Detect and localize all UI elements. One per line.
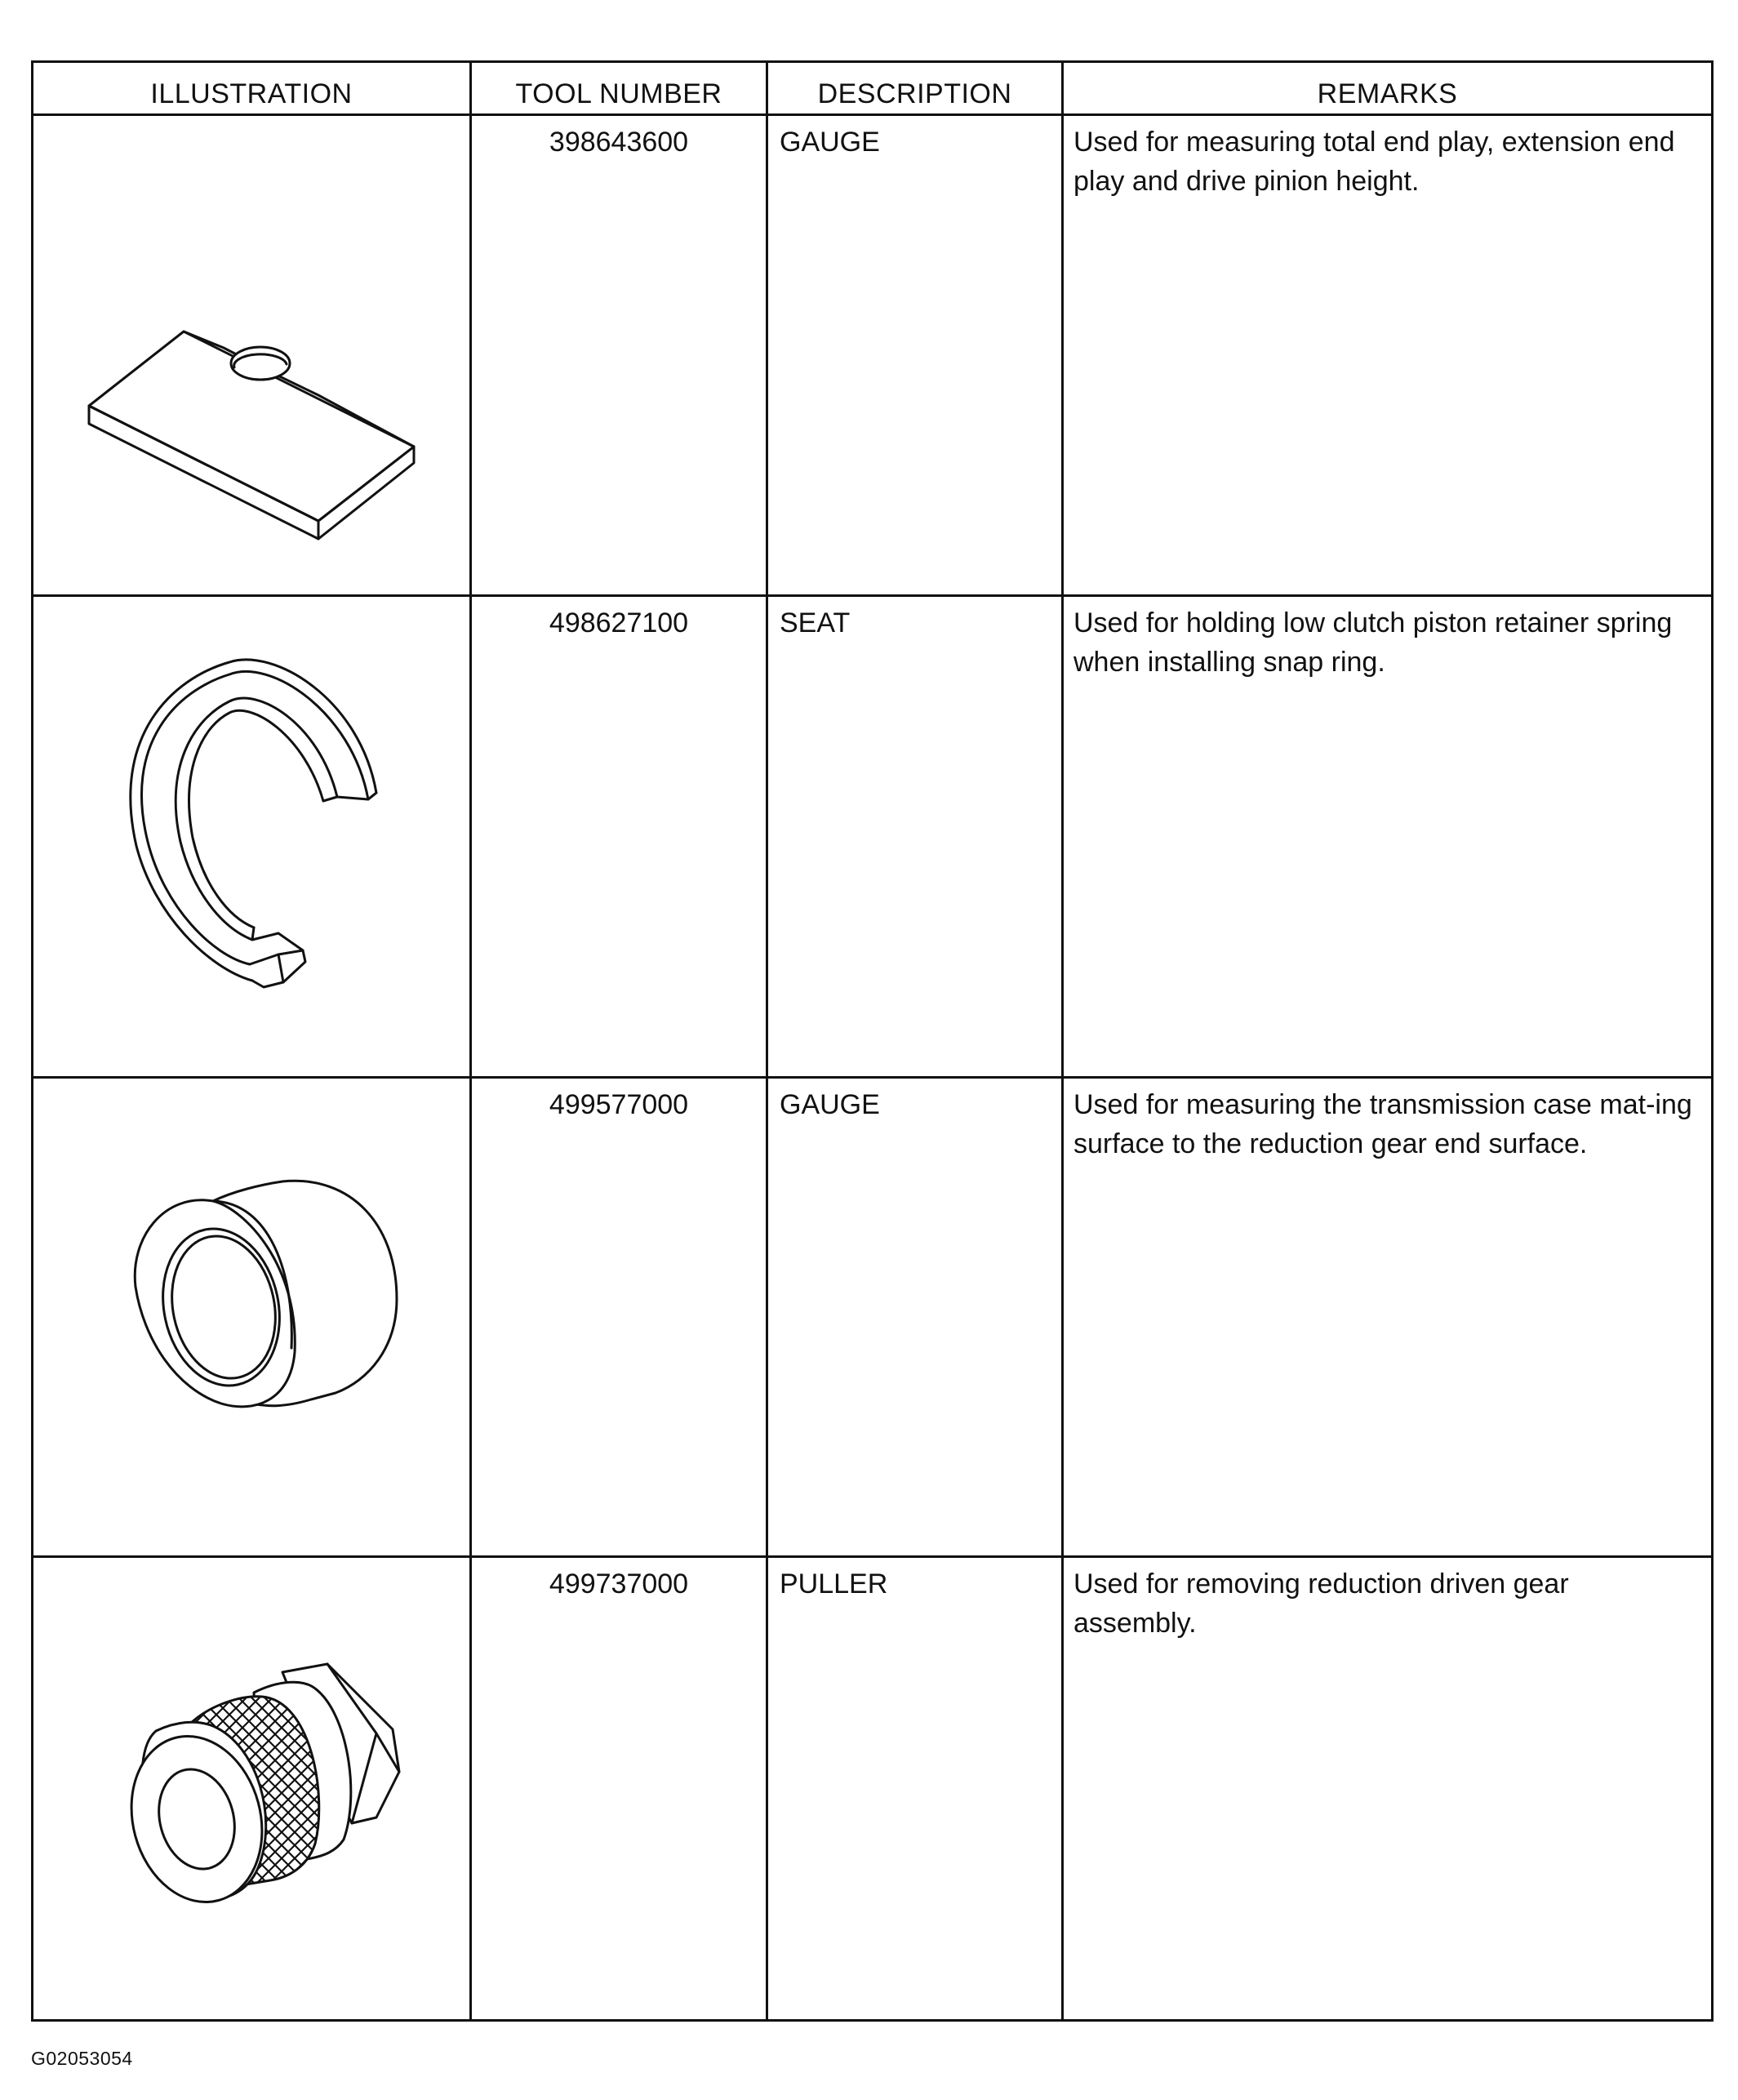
- header-row: [33, 62, 1713, 115]
- description-cell: PULLER: [767, 1557, 1063, 2021]
- gauge-cylinder-icon: [33, 1079, 472, 1555]
- remarks-cell: Used for measuring the transmission case mat-ing surface to the reduction gear end surface.: [1063, 1078, 1713, 1557]
- remarks-cell: Used for removing reduction driven gear assembly.: [1063, 1557, 1713, 2021]
- illustration-cell: [33, 1557, 471, 2021]
- table-row: [33, 1557, 1713, 2021]
- header-description: DESCRIPTION: [767, 62, 1063, 115]
- description-cell: GAUGE: [767, 115, 1063, 596]
- special-tools-table: [31, 60, 1714, 2022]
- remarks-cell: Used for holding low clutch piston retainer spring when installing snap ring.: [1063, 596, 1713, 1078]
- figure-code: G02053054: [31, 2048, 133, 2069]
- tool-number-cell: 499737000: [471, 1557, 767, 2021]
- tool-number-cell: 499577000: [471, 1078, 767, 1557]
- table-row: [33, 115, 1713, 596]
- gauge-plate-icon: [33, 116, 472, 594]
- puller-icon: [33, 1558, 472, 2019]
- header-illustration: ILLUSTRATION: [33, 62, 471, 115]
- illustration-cell: [33, 115, 471, 596]
- header-tool-number: TOOL NUMBER: [471, 62, 767, 115]
- description-cell: GAUGE: [767, 1078, 1063, 1557]
- illustration-cell: [33, 1078, 471, 1557]
- description-cell: SEAT: [767, 596, 1063, 1078]
- table-row: [33, 596, 1713, 1078]
- illustration-cell: [33, 596, 471, 1078]
- remarks-cell: Used for measuring total end play, extension end play and drive pinion height.: [1063, 115, 1713, 596]
- table-row: [33, 1078, 1713, 1557]
- seat-ring-icon: [33, 597, 472, 1076]
- tool-number-cell: 398643600: [471, 115, 767, 596]
- header-remarks: REMARKS: [1063, 62, 1713, 115]
- tool-number-cell: 498627100: [471, 596, 767, 1078]
